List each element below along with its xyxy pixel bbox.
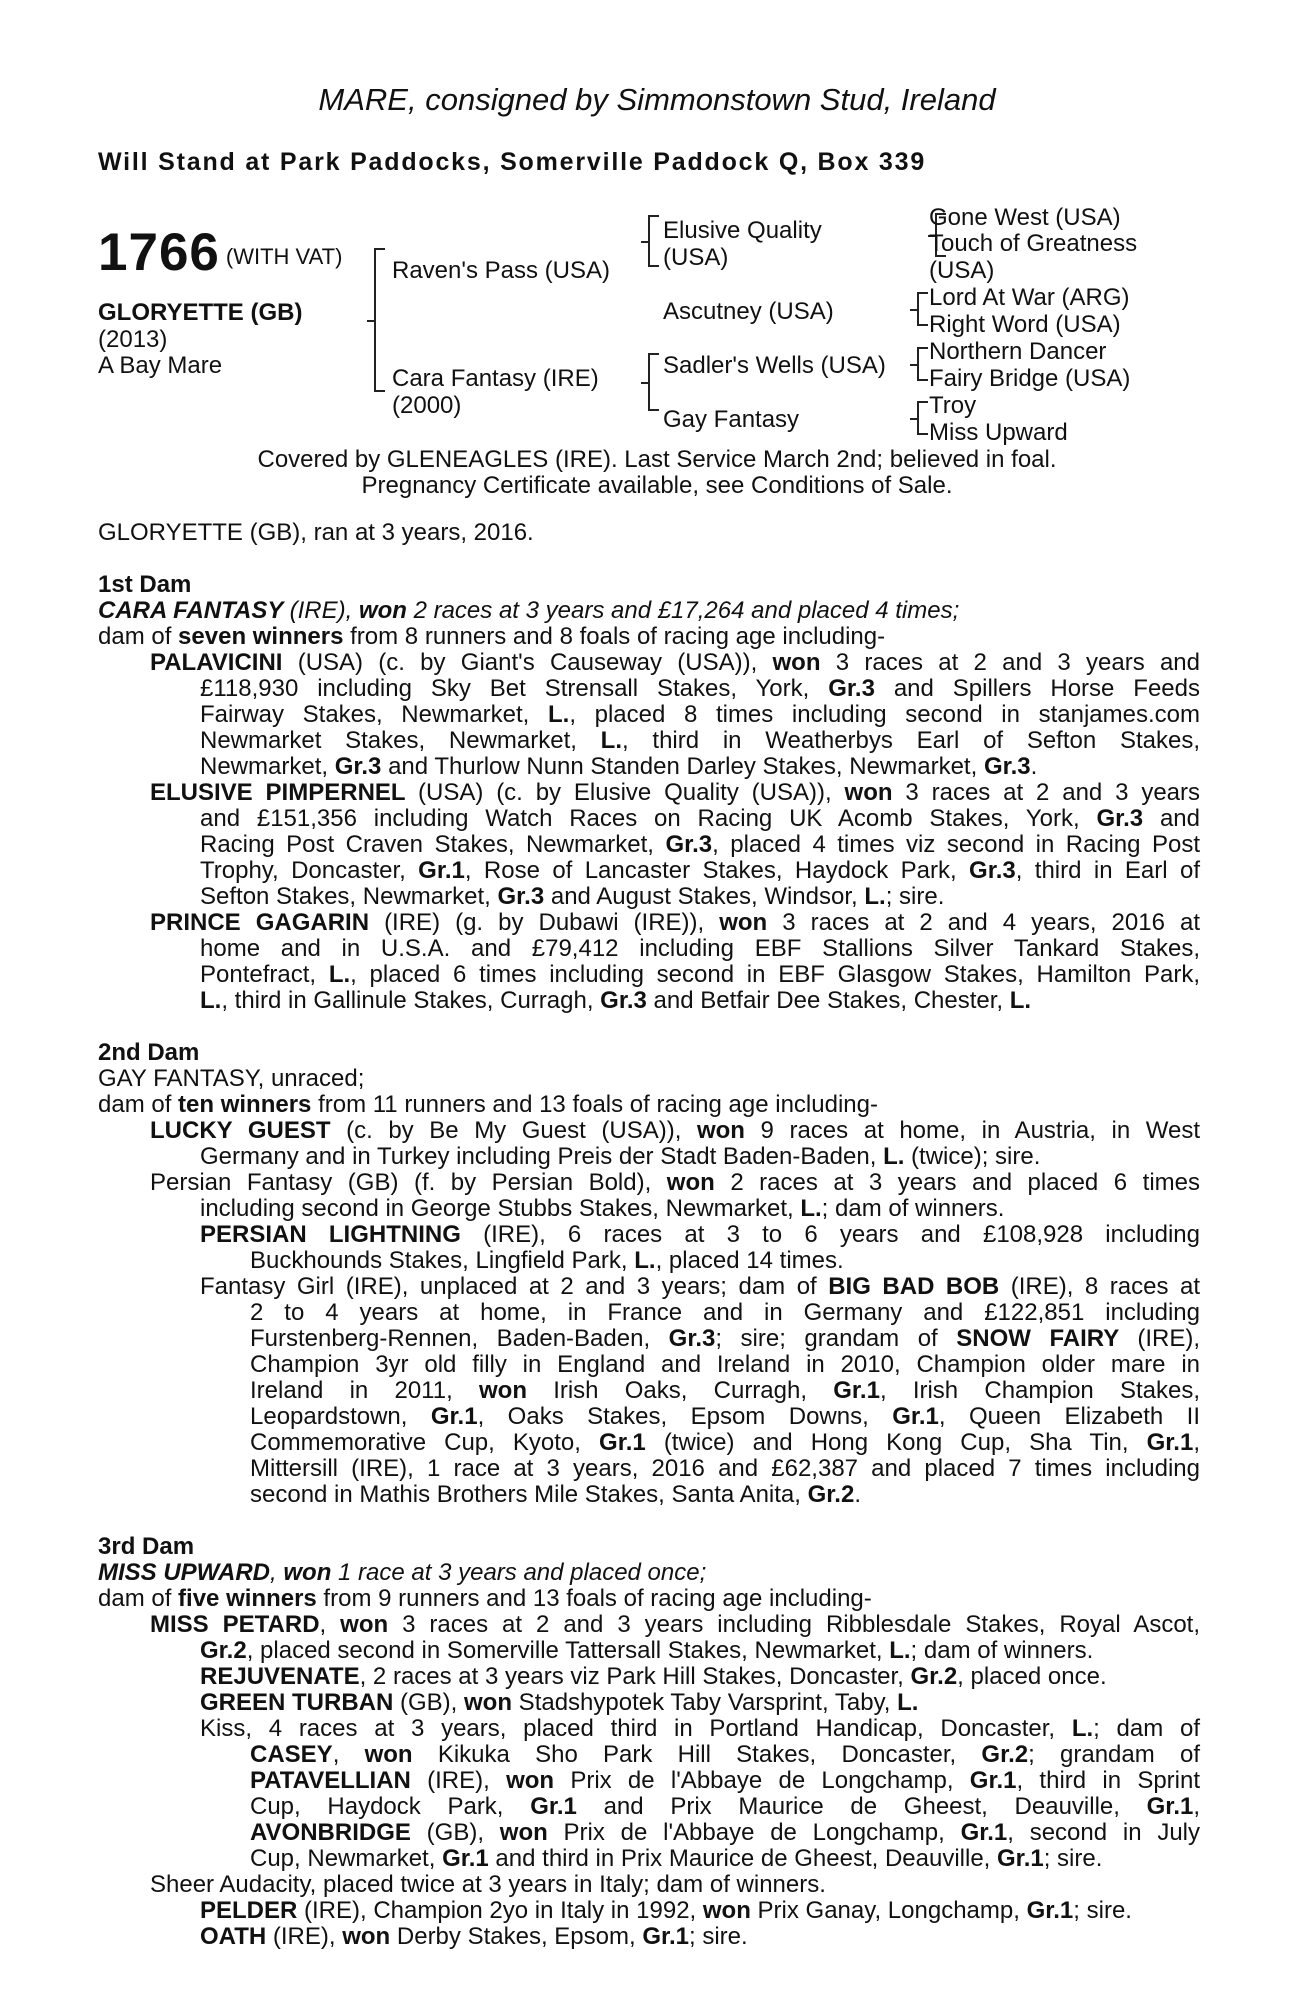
covered-line-2: Pregnancy Certificate available, see Conditions of Sale. [361, 472, 953, 499]
dam3-p6-line: PELDER (IRE), Champion 2yo in Italy in 1992, won Prix Ganay, Longchamp, Gr.1; sire. [200, 1897, 1132, 1924]
dam1-p1-line: Newmarket Stakes, Newmarket, L., third in Weatherbys Earl of Sefton Stakes, [200, 727, 1200, 754]
dam1-p2-line: ELUSIVE PIMPERNEL (USA) (c. by Elusive Quality (USA)), won 3 races at 2 and 3 years [150, 779, 1201, 806]
dam2-p1-line: LUCKY GUEST (c. by Be My Guest (USA)), won 9 races at home, in Austria, in West [150, 1117, 1200, 1144]
dam1-p1-line: £118,930 including Sky Bet Strensall Stakes, York, Gr.3 and Spillers Horse Feeds [200, 675, 1200, 702]
sd-brace [917, 292, 928, 326]
dam-dam: Gay Fantasy [663, 406, 800, 433]
dam2-p4-line: Leopardstown, Gr.1, Oaks Stakes, Epsom Downs, Gr.1, Queen Elizabeth II [250, 1403, 1200, 1430]
ds-sire: Northern Dancer [929, 338, 1107, 365]
dam2-p4-line: Ireland in 2011, won Irish Oaks, Curragh, Gr.1, Irish Champion Stakes, [250, 1377, 1201, 1404]
dam1-p2-line: Trophy, Doncaster, Gr.1, Rose of Lancaster Stakes, Haydock Park, Gr.3, third in Earl of [200, 857, 1200, 884]
page-title: MARE, consigned by Simmonstown Stud, Ireland [318, 82, 996, 117]
dam2-p1-line: Germany and in Turkey including Preis der Stadt Baden-Baden, L. (twice); sire. [200, 1143, 1041, 1170]
dam3-p4-line: CASEY, won Kikuka Sho Park Hill Stakes, Doncaster, Gr.2; grandam of [250, 1741, 1200, 1768]
lot-number [98, 222, 342, 283]
dam3-heading: 3rd Dam [98, 1533, 195, 1560]
horse-description: A Bay Mare [98, 352, 223, 379]
sire-dam: Ascutney (USA) [663, 298, 834, 325]
ss-dam-2: (USA) [929, 257, 995, 284]
dam2-line1: GAY FANTASY, unraced; [98, 1065, 365, 1092]
dam1-p3-line: L., third in Gallinule Stakes, Curragh, Gr.3 and Betfair Dee Stakes, Chester, L. [200, 987, 1032, 1014]
dam-sire: Sadler's Wells (USA) [663, 352, 886, 379]
dd-sire: Troy [929, 392, 977, 419]
dam1-p2-line: and £151,356 including Watch Races on Racing UK Acomb Stakes, York, Gr.3 and [200, 805, 1200, 832]
sd-dam: Right Word (USA) [929, 311, 1121, 338]
dam1-p3-line: home and in U.S.A. and £79,412 including EBF Stallions Silver Tankard Stakes, [200, 935, 1200, 962]
dam3-line2: dam of five winners from 9 runners and 13 foals of racing age including- [98, 1585, 872, 1612]
dam1-p2-line: Sefton Stakes, Newmarket, Gr.3 and August Stakes, Windsor, L.; sire. [200, 883, 945, 910]
intro-line: GLORYETTE (GB), ran at 3 years, 2016. [98, 519, 534, 546]
dam2-p4-line: Fantasy Girl (IRE), unplaced at 2 and 3 years; dam of BIG BAD BOB (IRE), 8 races at [200, 1273, 1200, 1300]
lot-number-value: 1766 [98, 223, 220, 282]
page-subtitle: Will Stand at Park Paddocks, Somerville Paddock Q, Box 339 [98, 148, 927, 176]
dam3-p4-line: Cup, Haydock Park, Gr.1 and Prix Maurice de Gheest, Deauville, Gr.1, [250, 1793, 1201, 1820]
dam2-p2-line: including second in George Stubbs Stakes, Newmarket, L.; dam of winners. [200, 1195, 1005, 1222]
dam3-p2-line: REJUVENATE, 2 races at 3 years viz Park Hill Stakes, Doncaster, Gr.2, placed once. [200, 1663, 1107, 1690]
dam3-p4-line: Cup, Newmarket, Gr.1 and third in Prix Maurice de Gheest, Deauville, Gr.1; sire. [250, 1845, 1103, 1872]
dam2-p2-line: Persian Fantasy (GB) (f. by Persian Bold), won 2 races at 3 years and placed 6 times [150, 1169, 1201, 1196]
dam2-p4-line: 2 to 4 years at home, in France and in Germany and £122,851 including [250, 1299, 1200, 1326]
dam2-p3-line: Buckhounds Stakes, Lingfield Park, L., placed 14 times. [250, 1247, 844, 1274]
dam3-p1-line: MISS PETARD, won 3 races at 2 and 3 years including Ribblesdale Stakes, Royal Ascot, [150, 1611, 1201, 1638]
dam1-p1-line: Newmarket, Gr.3 and Thurlow Nunn Standen Darley Stakes, Newmarket, Gr.3. [200, 753, 1038, 780]
covered-line-1: Covered by GLENEAGLES (IRE). Last Service March 2nd; believed in foal. [257, 446, 1057, 473]
dam3-p7-line: OATH (IRE), won Derby Stakes, Epsom, Gr.1; sire. [200, 1923, 748, 1950]
ds-dam: Fairy Bridge (USA) [929, 365, 1131, 392]
sire-sire: Elusive Quality [663, 217, 822, 244]
sire-sire-2: (USA) [663, 244, 729, 271]
dam2-line2: dam of ten winners from 11 runners and 13 foals of racing age including- [98, 1091, 878, 1118]
dam1-p3-line: Pontefract, L., placed 6 times including second in EBF Glasgow Stakes, Hamilton Park, [200, 961, 1200, 988]
dam1-line1: CARA FANTASY (IRE), won 2 races at 3 years and £17,264 and placed 4 times; [98, 597, 960, 624]
dam1-p2-line: Racing Post Craven Stakes, Newmarket, Gr.3, placed 4 times viz second in Racing Post [200, 831, 1200, 858]
dam2-p4-line: Mittersill (IRE), 1 race at 3 years, 2016 and £62,387 and placed 7 times including [250, 1455, 1200, 1482]
dam-brace [648, 353, 659, 411]
dam1-p3-line: PRINCE GAGARIN (IRE) (g. by Dubawi (IRE)), won 3 races at 2 and 4 years, 2016 at [150, 909, 1200, 936]
dam2-p4-line: Commemorative Cup, Kyoto, Gr.1 (twice) and Hong Kong Cup, Sha Tin, Gr.1, [250, 1429, 1200, 1456]
ss-sire: Gone West (USA) [929, 204, 1121, 231]
dam3-p3-line: GREEN TURBAN (GB), won Stadshypotek Taby Varsprint, Taby, L. [200, 1689, 919, 1716]
dam3-p4-line: PATAVELLIAN (IRE), won Prix de l'Abbaye de Longchamp, Gr.1, third in Sprint [250, 1767, 1201, 1794]
dam2-p4-line: second in Mathis Brothers Mile Stakes, Santa Anita, Gr.2. [250, 1481, 861, 1508]
dam1-line2: dam of seven winners from 8 runners and 8 foals of racing age including- [98, 623, 886, 650]
dd-dam: Miss Upward [929, 419, 1068, 446]
dam1-p1-line: PALAVICINI (USA) (c. by Giant's Causeway (USA)), won 3 races at 2 and 3 years and [150, 649, 1200, 676]
sire-brace [648, 215, 659, 267]
horse-name: GLORYETTE (GB) [98, 299, 303, 326]
sire-dam-brace [374, 248, 385, 392]
ds-brace [917, 347, 928, 381]
dd-brace [917, 401, 928, 435]
dam3-p5-line: Sheer Audacity, placed twice at 3 years in Italy; dam of winners. [150, 1871, 826, 1898]
dam3-p1-line: Gr.2, placed second in Somerville Tattersall Stakes, Newmarket, L.; dam of winners. [200, 1637, 1094, 1664]
dam2-p4-line: Champion 3yr old filly in England and Ireland in 2010, Champion older mare in [250, 1351, 1200, 1378]
dam2-p4-line: Furstenberg-Rennen, Baden-Baden, Gr.3; sire; grandam of SNOW FAIRY (IRE), [250, 1325, 1200, 1352]
horse-year: (2013) [98, 326, 168, 353]
dam3-p4-line: Kiss, 4 races at 3 years, placed third in Portland Handicap, Doncaster, L.; dam of [200, 1715, 1200, 1742]
dam3-line1: MISS UPWARD, won 1 race at 3 years and placed once; [98, 1559, 707, 1586]
dam1-heading: 1st Dam [98, 571, 192, 598]
dam2-p3-line: PERSIAN LIGHTNING (IRE), 6 races at 3 to 6 years and £108,928 including [200, 1221, 1201, 1248]
dam3-p4-line: AVONBRIDGE (GB), won Prix de l'Abbaye de Longchamp, Gr.1, second in July [250, 1819, 1201, 1846]
dam-name: Cara Fantasy (IRE) [392, 365, 599, 392]
sd-sire: Lord At War (ARG) [929, 284, 1130, 311]
ss-dam: Touch of Greatness [929, 230, 1138, 257]
dam1-p1-line: Fairway Stakes, Newmarket, L., placed 8 times including second in stanjames.com [200, 701, 1200, 728]
dam-year: (2000) [392, 392, 462, 419]
dam2-heading: 2nd Dam [98, 1039, 200, 1066]
vat-note: (WITH VAT) [225, 244, 343, 269]
sire-name: Raven's Pass (USA) [392, 257, 610, 284]
